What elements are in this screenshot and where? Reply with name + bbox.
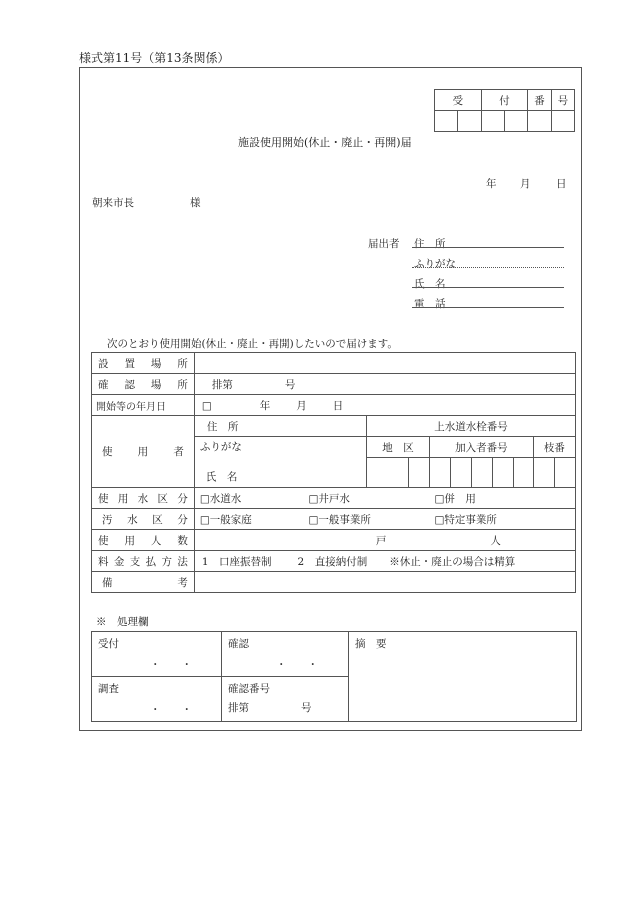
reception-cell[interactable]: [504, 111, 527, 132]
meter-digit-cell[interactable]: [366, 458, 408, 488]
investigation-date: ・ ・: [150, 704, 192, 716]
reception-label-2: 付: [481, 90, 528, 111]
start-date-month: 月: [296, 399, 307, 412]
applicant-address-label: 住 所: [414, 238, 446, 250]
applicant-furigana-line[interactable]: [412, 256, 564, 268]
water-type-label: 使用水区分: [92, 488, 195, 509]
meter-digit-cell[interactable]: [429, 458, 450, 488]
reception-cell[interactable]: [458, 111, 481, 132]
meter-digit-cell[interactable]: [450, 458, 471, 488]
confirm-suffix: 号: [284, 378, 296, 391]
table-row: [92, 572, 576, 593]
payment-bank-transfer[interactable]: 1 口座振替制: [201, 555, 272, 568]
user-label: 使用者: [92, 416, 195, 488]
table-row: [92, 551, 576, 572]
meter-area-label: 地 区: [366, 437, 429, 458]
investigation-label: 調査: [98, 683, 119, 695]
date-day: 日: [556, 178, 567, 190]
applicant-phone-line[interactable]: [412, 296, 564, 308]
confirmed-date: ・ ・: [276, 659, 318, 671]
sewage-household[interactable]: □一般家庭: [194, 509, 303, 530]
investigation-cell[interactable]: [92, 677, 222, 722]
table-row: [92, 632, 577, 677]
date-month: 月: [520, 178, 531, 190]
applicant-label: 届出者: [368, 238, 400, 250]
confirm-number-prefix: 排第: [228, 702, 249, 714]
confirmed-cell[interactable]: [222, 632, 349, 677]
start-date-value[interactable]: [194, 395, 575, 416]
user-furigana-label: ふりがな: [199, 441, 242, 453]
form-title: 施設使用開始(休止・廃止・再開)届: [238, 136, 412, 149]
sewage-label: 汚水区分: [92, 509, 195, 530]
application-table: [91, 352, 576, 593]
confirm-prefix: 排第: [211, 378, 233, 391]
reception-label-3: 番: [528, 90, 551, 111]
received-label: 受付: [98, 638, 119, 650]
summary-label: 摘 要: [355, 638, 387, 650]
users-label: 使用人数: [92, 530, 195, 551]
intro-text: 次のとおり使用開始(休止・廃止・再開)したいので届けます。: [107, 338, 398, 350]
summary-cell[interactable]: [349, 632, 577, 722]
users-household: 戸: [375, 534, 387, 547]
table-row: [92, 509, 576, 530]
payment-value[interactable]: [194, 551, 575, 572]
users-value[interactable]: [194, 530, 575, 551]
confirm-location-label: 確認場所: [92, 374, 195, 395]
addressee-honorific: 様: [190, 197, 201, 209]
applicant-furigana-label: ふりがな: [414, 258, 456, 270]
reception-cell[interactable]: [551, 111, 574, 132]
addressee-name: 朝来市長: [92, 197, 134, 209]
confirmed-label: 確認: [228, 638, 249, 650]
user-address-label[interactable]: 住 所: [194, 416, 366, 437]
start-date-year: 年: [259, 399, 271, 412]
sewage-business[interactable]: □一般事業所: [304, 509, 430, 530]
table-row: [92, 488, 576, 509]
meter-digit-cell[interactable]: [533, 458, 554, 488]
confirm-location-value[interactable]: [194, 374, 575, 395]
install-location-label: 設置場所: [92, 353, 195, 374]
applicant-phone-label: 電 話: [414, 298, 446, 310]
start-date-day: 日: [332, 399, 344, 412]
applicant-name-label: 氏 名: [414, 278, 446, 290]
confirm-number-suffix: 号: [301, 702, 312, 714]
remarks-value[interactable]: [194, 572, 575, 593]
reception-cell[interactable]: [435, 111, 458, 132]
user-name-cell[interactable]: [194, 437, 366, 488]
meter-digit-cell[interactable]: [408, 458, 429, 488]
reception-label-1: 受: [435, 90, 482, 111]
table-row: [92, 374, 576, 395]
meter-branch-label: 枝番: [533, 437, 575, 458]
payment-direct[interactable]: 2 直接納付制: [297, 555, 368, 568]
meter-subscriber-label: 加入者番号: [429, 437, 533, 458]
meter-title: 上水道水栓番号: [366, 416, 575, 437]
meter-digit-cell[interactable]: [471, 458, 492, 488]
water-type-tap[interactable]: □水道水: [194, 488, 303, 509]
reception-cell[interactable]: [481, 111, 504, 132]
table-row: [92, 395, 576, 416]
confirm-number-label: 確認番号: [228, 683, 270, 695]
form-number: 様式第11号（第13条関係）: [79, 51, 230, 65]
table-row: [92, 416, 576, 437]
confirm-number-cell[interactable]: [222, 677, 349, 722]
applicant-name-line[interactable]: [412, 276, 564, 288]
received-cell[interactable]: [92, 632, 222, 677]
date-year: 年: [486, 178, 497, 190]
users-people: 人: [490, 534, 501, 547]
remarks-label: 備考: [92, 572, 195, 593]
applicant-address-line[interactable]: [412, 236, 564, 248]
meter-digit-cell[interactable]: [513, 458, 533, 488]
water-type-well[interactable]: □井戸水: [304, 488, 430, 509]
table-row: [92, 353, 576, 374]
payment-label: 料金支払方法: [92, 551, 195, 572]
meter-digit-cell[interactable]: [554, 458, 575, 488]
sewage-special[interactable]: □特定事業所: [429, 509, 575, 530]
received-date: ・ ・: [150, 659, 192, 671]
meter-digit-cell[interactable]: [492, 458, 513, 488]
processing-title: ※ 処理欄: [96, 616, 149, 628]
start-date-label: 開始等の年月日: [92, 395, 195, 416]
reception-number-box: [434, 89, 575, 132]
table-row: [92, 530, 576, 551]
start-date-checkbox[interactable]: □: [201, 399, 212, 412]
reception-label-4: 号: [551, 90, 574, 111]
payment-note: ※休止・廃止の場合は精算: [389, 555, 516, 568]
user-name-label: 氏 名: [205, 471, 238, 483]
reception-cell[interactable]: [528, 111, 551, 132]
install-location-value[interactable]: [194, 353, 575, 374]
water-type-both[interactable]: □併 用: [429, 488, 575, 509]
processing-table: [91, 631, 577, 722]
